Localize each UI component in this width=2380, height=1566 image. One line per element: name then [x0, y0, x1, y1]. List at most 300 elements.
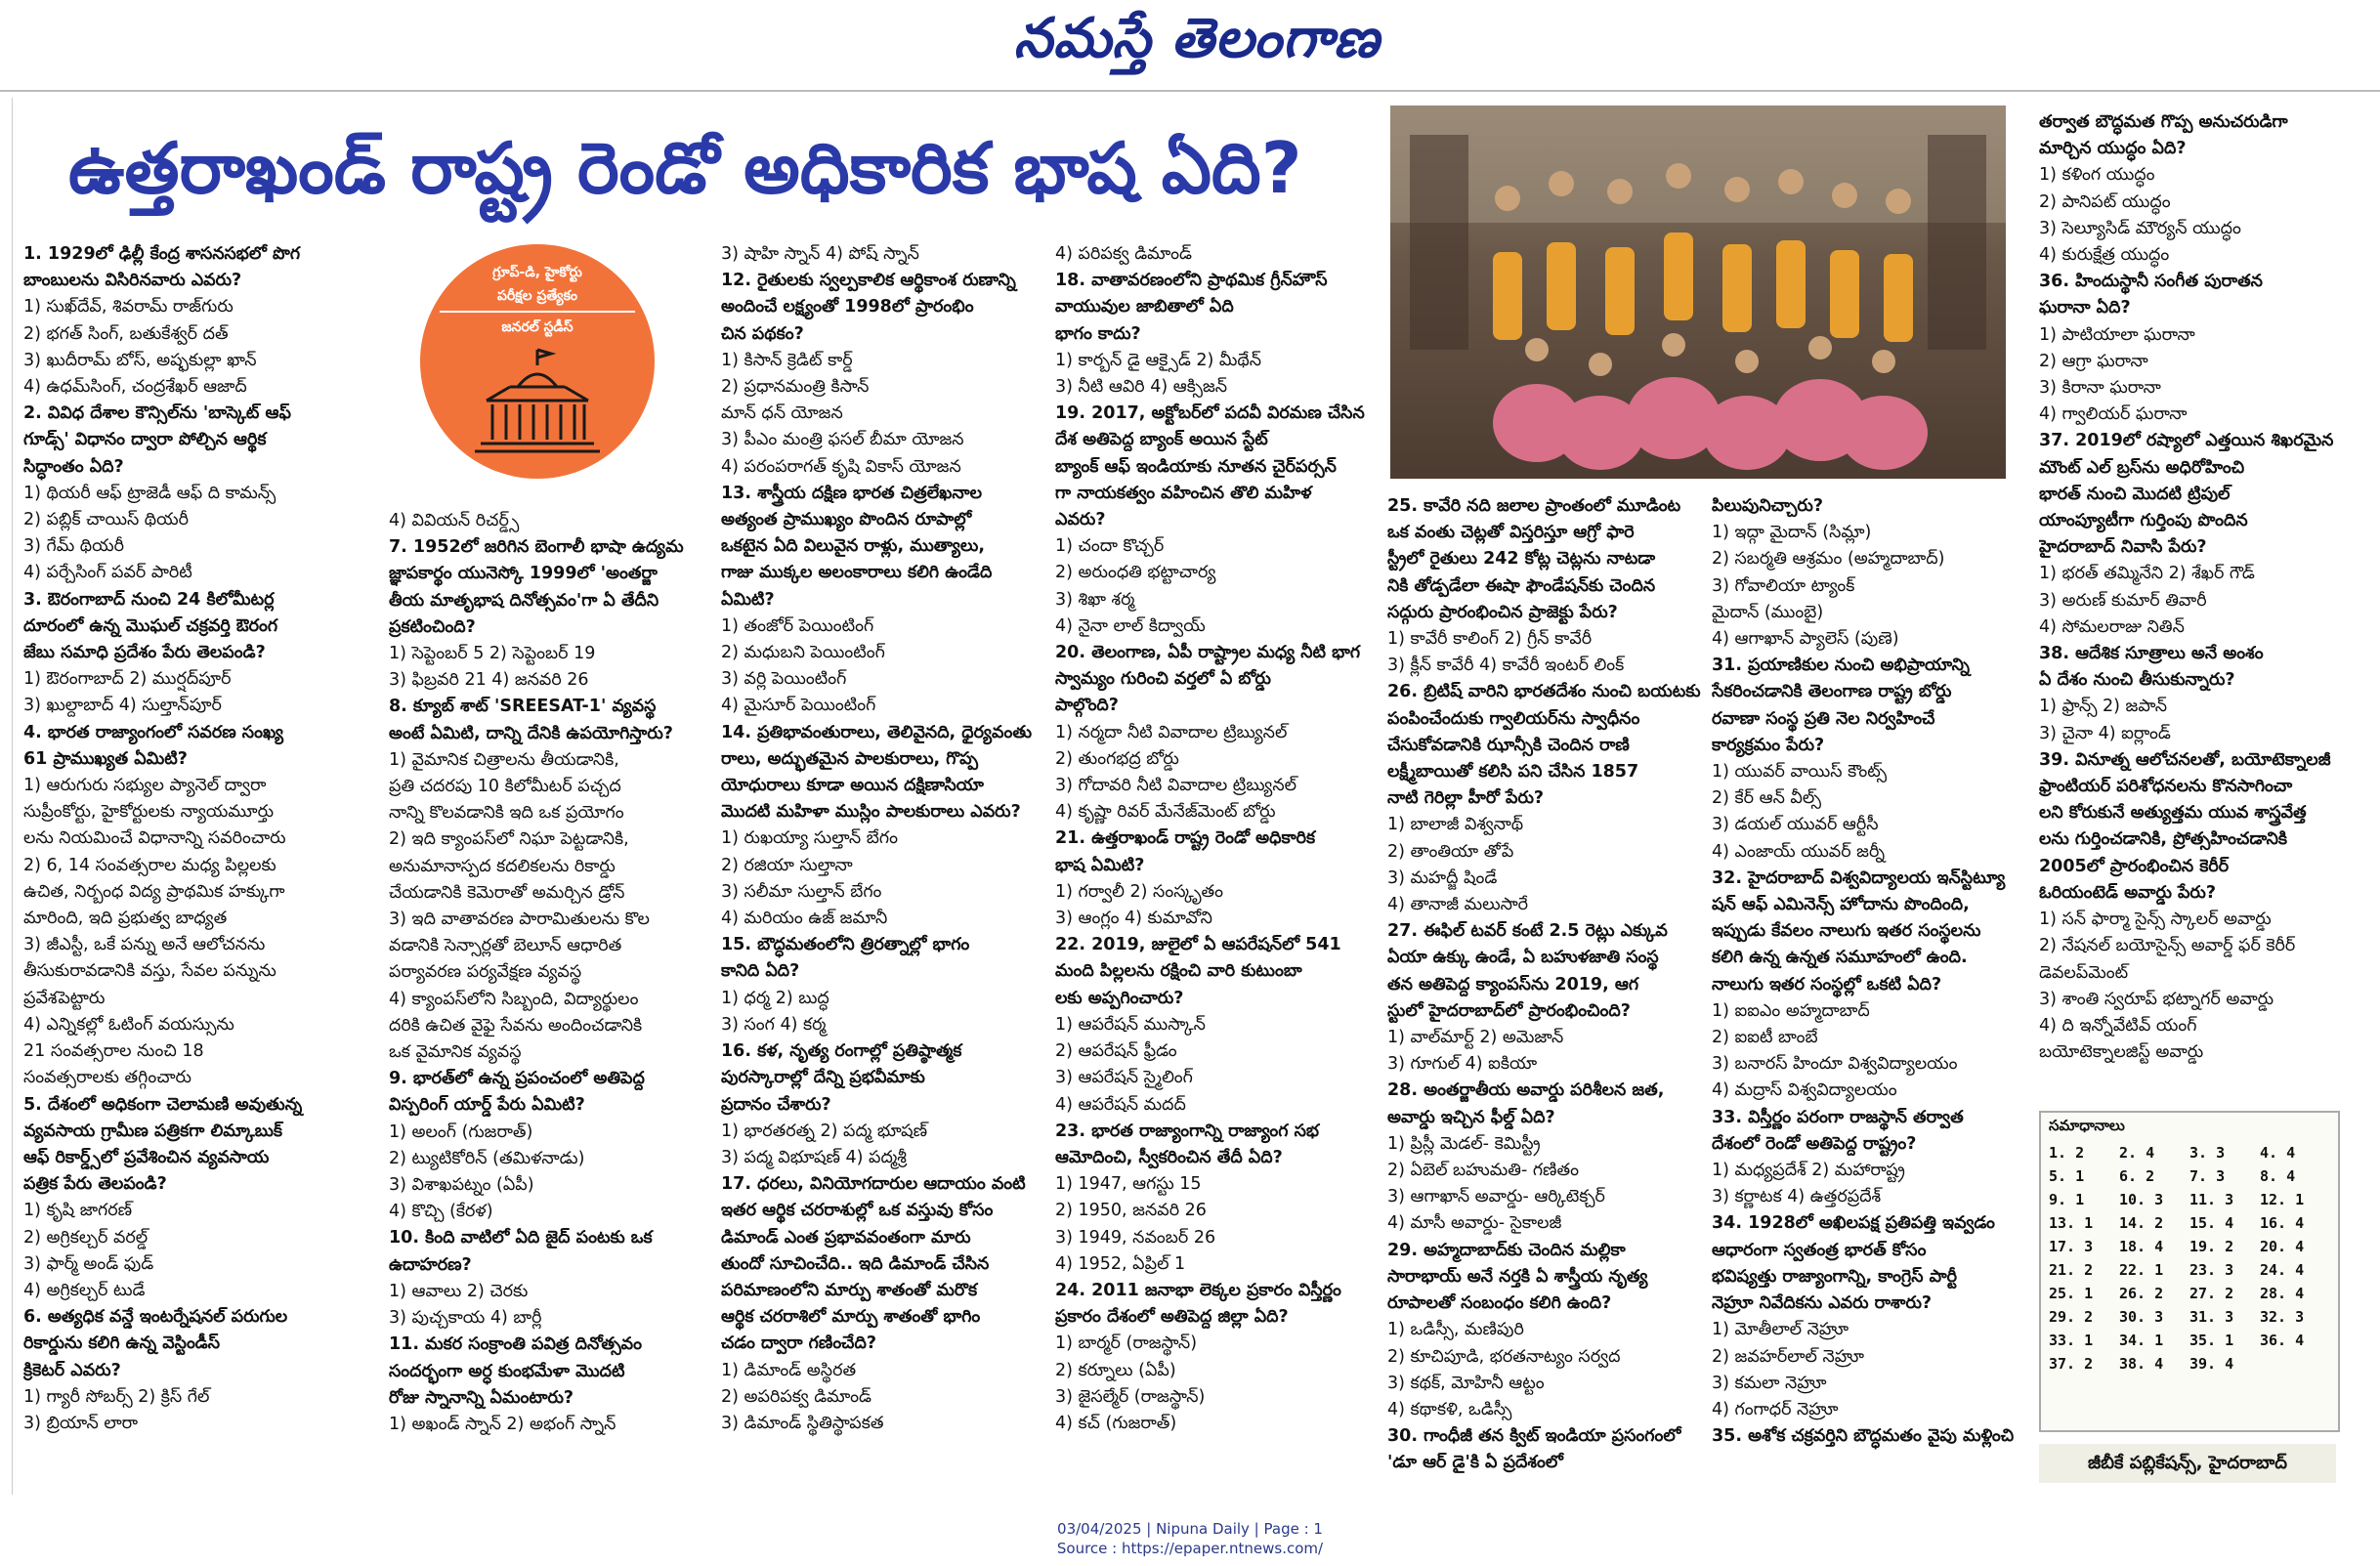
answer-option: 3) ఆపరేషన్‌ స్మైలింగ్‌ [1055, 1068, 1193, 1088]
answer-option: 3) జీఎస్టీ, ఒకే పన్ను అనే ఆలోచనను [23, 935, 266, 955]
answer-option: 3) పద్మ విభూషణ్‌ 4) పద్మశ్రీ [721, 1147, 907, 1167]
answer-option: 1) కావేరీ కాలింగ్‌ 2) గ్రీన్‌ కావేరీ [1387, 629, 1593, 650]
question-text: 33. విస్తీర్ణం పరంగా రాజస్థాన్‌ తర్వాత [1712, 1107, 1964, 1127]
question-text: 1. 1929లో ఢిల్లీ కేంద్ర శాసనసభలో పొగ [23, 244, 301, 264]
answer-key-item: 3. 3 [2189, 1144, 2226, 1162]
answer-option: 4) మాసీ అవార్డు- సైకాలజీ [1387, 1213, 1562, 1234]
answer-option: 3) బనారస్‌ హిందూ విశ్వవిద్యాలయం [1712, 1054, 1958, 1075]
question-text: ఆఫ్‌ రికార్డ్స్‌లో ప్రవేశించిన వ్యవసాయ [23, 1147, 270, 1167]
answer-option: 1) చందా కొచ్చర్‌ [1055, 536, 1165, 557]
answer-key-item: 13. 1 [2049, 1214, 2094, 1232]
answer-option: 3) సలీమా సుల్తాన్‌ బేగం [721, 881, 882, 902]
question-text: గా నాయకత్వం వహించిన తొలి మహిళ [1055, 483, 1312, 503]
answer-option: 1) కృషి జాగరణ్‌ [23, 1201, 133, 1221]
answer-key-item: 31. 3 [2189, 1308, 2234, 1326]
answer-option: డెవలప్‌మెంట్‌ [2039, 962, 2129, 983]
answer-key-item: 9. 1 [2049, 1191, 2085, 1208]
question-column-6 [1712, 493, 2049, 1500]
question-text: 4. భారత రాజ్యాంగంలో సవరణ సంఖ్య [23, 722, 283, 742]
question-text: ఘరానా ఏది? [2039, 298, 2131, 318]
section-logo [420, 244, 655, 479]
answer-option: 2) ప్రధానమంత్రి కిసాన్‌ [721, 377, 870, 398]
answer-option: చేయడానికి కెమెరాతో అమర్చిన డ్రోన్‌ [389, 882, 625, 903]
question-text: నెహ్రూ నివేదికను ఎవరు రాశారు? [1712, 1293, 1933, 1314]
answer-option: 4) 1952, ఏప్రిల్‌ 1 [1055, 1253, 1186, 1274]
answer-option: 2) భగత్‌ సింగ్‌, బతుకేశ్వర్‌ దత్‌ [23, 323, 229, 344]
question-text: 27. ఈఫిల్‌ టవర్‌ కంటే 2.5 రెట్లు ఎక్కువ [1387, 921, 1668, 942]
answer-option: 1) గర్వాలీ 2) సంస్కృతం [1055, 881, 1223, 902]
answer-option: ఒక వైమానిక వ్యవస్థ [389, 1042, 522, 1063]
question-text: 38. ఆదేశిక సూత్రాలు అనే అంశం [2039, 644, 2264, 664]
answer-option: 1) 1947, ఆగస్టు 15 [1055, 1174, 1202, 1195]
left-margin-line [12, 98, 13, 1495]
answer-option: 3) అరుణ్‌ కుమార్‌ తివారీ [2039, 590, 2207, 611]
answer-key-item: 29. 2 [2049, 1308, 2094, 1326]
question-text: రోజు స్నానాన్ని ఏమంటారు? [389, 1387, 574, 1408]
answer-option: 4) ది ఇన్నోవేటివ్‌ యంగ్‌ [2039, 1015, 2197, 1036]
question-text: 25. కావేరి నది జలాల ప్రాంతంలో మూడింట [1387, 496, 1681, 516]
answer-option: 3) ఖుల్దాబాద్‌ 4) సుల్తాన్‌పూర్‌ [23, 696, 222, 716]
answer-option: 4) ఎన్నికల్లో ఓటింగ్‌ వయస్సును [23, 1014, 234, 1035]
answer-key-item: 17. 3 [2049, 1238, 2094, 1255]
page-footer [946, 1519, 1434, 1558]
question-text: దేశ అతిపెద్ద బ్యాంక్‌ అయిన స్టేట్‌ [1055, 430, 1268, 450]
answer-option: నాన్ని కొలవడానికి ఇది ఒక ప్రయోగం [389, 803, 624, 824]
answer-option: 4) కొచ్చి (కేరళ) [389, 1202, 493, 1222]
question-text: గాజు ముక్కల అలంకారాలు కలిగి ఉండేది [721, 563, 993, 583]
question-text: అవార్డు ఇచ్చిన ఫీల్డ్‌ ఏది? [1387, 1107, 1555, 1127]
answer-key-item: 34. 1 [2119, 1332, 2164, 1349]
answer-option: 2) అరుంధతి భట్టాచార్య [1055, 563, 1216, 583]
answer-key-item: 5. 1 [2049, 1167, 2085, 1185]
answers-grid [2049, 1144, 2332, 1373]
question-text: ఒకటైన ఏది విలువైన రాళ్లు, ముత్యాలు, [721, 536, 986, 557]
answer-option: 1) డిమాండ్‌ అస్థిరత [721, 1360, 857, 1380]
question-text: దేశంలో రెండో అతిపెద్ద రాష్ట్రం? [1712, 1133, 1917, 1154]
answer-option: 2) కూచిపూడి, భరతనాట్యం సర్వద [1387, 1346, 1621, 1367]
answer-key-item: 38. 4 [2119, 1355, 2164, 1373]
answer-option: 3) వర్లి పెయింటింగ్‌ [721, 669, 847, 690]
answer-option: 1) ప్రిస్లీ మెడల్‌- కెమిస్ట్రీ [1387, 1133, 1541, 1154]
question-text: భారత్‌ నుంచి మొదటి ట్రిపుల్‌ [2039, 484, 2231, 504]
question-text: ఫ్రాంటియర్‌ పరిశోధనలను కొనసాగించా [2039, 777, 2293, 797]
question-column-3 [721, 241, 1058, 1502]
answer-option: 3) పీఎం మంత్రి ఫసల్‌ బీమా యోజన [721, 430, 964, 450]
answer-key-item: 18. 4 [2119, 1238, 2164, 1255]
answer-key-item: 28. 4 [2260, 1285, 2305, 1302]
answer-option: 1) మధ్యప్రదేశ్‌ 2) మహారాష్ట్ర [1712, 1161, 1905, 1181]
answer-option: లను నియమించే విధానాన్ని సవరించారు [23, 828, 286, 849]
question-text: ఉదాహరణ? [389, 1254, 472, 1275]
question-column-5 [1387, 493, 1724, 1500]
question-text: అందించే లక్ష్యంతో 1998లో ప్రారంభిం [721, 297, 974, 317]
question-text: మంది పిల్లలను రక్షించి వారి కుటుంబా [1055, 961, 1302, 982]
question-column-4 [1055, 241, 1392, 1502]
answer-key-item: 36. 4 [2260, 1332, 2305, 1349]
answer-option: 4) కచ్‌ (గుజరాత్‌) [1055, 1413, 1177, 1433]
answer-key-item: 2. 4 [2119, 1144, 2155, 1162]
question-text: యాంప్యూటీగా గుర్తింపు పొందిన [2039, 511, 2248, 531]
answer-option: 1) గ్యారీ సోబర్స్‌ 2) క్రిస్‌ గేల్‌ [23, 1386, 210, 1407]
answer-option: 1) కళింగ యుద్ధం [2039, 165, 2155, 186]
answer-key-item: 11. 3 [2189, 1191, 2234, 1208]
answer-option: 1) భరత్‌ తమ్మినేని 2) శేఖర్‌ గౌడ్‌ [2039, 564, 2255, 584]
answer-option: 2) సబర్మతి ఆశ్రమం (అహ్మదాబాద్‌) [1712, 549, 1945, 570]
question-text: జ్ఞాపకార్థం యునెస్కో 1999లో 'అంతర్జా [389, 564, 658, 584]
answer-option: 1) ఒడిస్సీ, మణిపురి [1387, 1320, 1524, 1340]
answer-option: బయోటెక్నాలజిస్ట్‌ అవార్డు [2039, 1042, 2204, 1063]
answer-option: 4) అగ్రికల్చర్‌ టుడే [23, 1280, 146, 1300]
answer-option: 3) గేమ్‌ థియరీ [23, 536, 125, 557]
answer-option: 3) విశాఖపట్నం (ఏపీ) [389, 1175, 534, 1196]
answer-option: 1) అఖండ్‌ స్నాన్‌ 2) అభంగ్‌ స్నాన్‌ [389, 1414, 616, 1434]
question-text: పంపించేందుకు గ్వాలియర్‌ను స్వాధీనం [1387, 708, 1640, 729]
question-text: చిన పథకం? [721, 323, 804, 344]
question-text: 11. మకర సంక్రాంతి పవిత్ర దినోత్సవం [389, 1334, 642, 1355]
question-column-7 [2039, 109, 2376, 1101]
question-text: ప్రదానం చేశారు? [721, 1094, 831, 1115]
question-text: రవాణా సంస్థ ప్రతి నెల నిర్వహించే [1712, 708, 1935, 729]
question-text: పత్రిక పేరు తెలపండి? [23, 1174, 167, 1195]
answer-option: 2) ఆపరేషన్‌ ఫ్రీడం [1055, 1041, 1177, 1062]
question-text: ఏమిటి? [721, 589, 775, 610]
answer-option: ప్రతి చదరపు 10 కిలోమీటర్‌ పచ్చద [389, 777, 621, 797]
question-text: పాల్గొంది? [1055, 696, 1119, 716]
answer-option: 1) వాల్‌మార్ట్‌ 2) అమెజాన్‌ [1387, 1028, 1564, 1048]
question-text: 39. వినూత్న ఆలోచనలతో, బయోటెక్నాలజీ [2039, 749, 2331, 770]
question-text: 19. 2017, అక్టోబర్‌లో పదవీ విరమణ చేసిన [1055, 403, 1365, 424]
question-column-1 [23, 241, 414, 1502]
answer-option: 1) కార్బన్‌ డై ఆక్సైడ్‌ 2) మీథేన్‌ [1055, 350, 1262, 370]
answer-option: 1) థియరీ ఆఫ్‌ ట్రాజెడీ ఆఫ్‌ ది కామన్స్‌ [23, 483, 276, 503]
answer-option: 3) షాహి స్నాన్‌ 4) పోష్‌ స్నాన్‌ [721, 244, 919, 264]
answer-key-item: 20. 4 [2260, 1238, 2305, 1255]
question-text: 28. అంతర్జాతీయ అవార్డు పరిశీలన జత, [1387, 1080, 1665, 1101]
question-text: తర్వాత బౌద్ధమత గొప్ప అనుచరుడిగా [2039, 112, 2288, 132]
answer-option: 3) ఇది వాతావరణ పారామితులను కొల [389, 910, 650, 930]
answer-option: 4) కథాకళి, ఒడిస్సీ [1387, 1399, 1512, 1419]
question-text: ఆర్థిక చరరాశిలో మార్పు శాతంతో భాగిం [721, 1307, 981, 1328]
answer-option: 1) బార్మర్‌ (రాజస్థాన్‌) [1055, 1333, 1198, 1354]
question-text: సద్గురు ప్రారంభించిన ప్రాజెక్టు పేరు? [1387, 602, 1618, 622]
question-text: 32. హైదరాబాద్‌ విశ్వవిద్యాలయ ఇన్‌స్టిట్యూ [1712, 868, 2006, 888]
answer-key-item: 19. 2 [2189, 1238, 2234, 1255]
question-text: సారాభాయ్‌ అనే నర్తకి ఏ శాస్త్రీయ నృత్య [1387, 1266, 1648, 1287]
question-text: 15. బౌద్ధమతంలోని త్రిరత్నాల్లో భాగం [721, 935, 970, 955]
answer-option: సుప్రీంకోర్టు, హైకోర్టులకు న్యాయమూర్తు [23, 802, 274, 823]
question-text: ఆధారంగా స్వతంత్ర భారత్‌ కోసం [1712, 1240, 1927, 1260]
question-text: భవిష్యత్తు రాజ్యాంగాన్ని, కాంగ్రెస్‌ పార్టీ [1712, 1266, 1958, 1287]
question-text: లను గుర్తించడానికి, ప్రోత్సహించడానికి [2039, 829, 2288, 850]
question-text: దూరంలో ఉన్న మొఘల్‌ చక్రవర్తి ఔరంగ [23, 615, 278, 636]
question-text: పిలుపునిచ్చారు? [1712, 496, 1823, 516]
answer-option: మారింది, ఇది ప్రభుత్వ బాధ్యత [23, 909, 228, 929]
answer-option: 4) పర్చేసింగ్‌ పవర్‌ పారిటీ [23, 563, 192, 583]
answer-option: 3) గోదావరి నీటి వివాదాల ట్రిబ్యునల్‌ [1055, 776, 1297, 796]
answer-option: 1) సెప్టెంబర్‌ 5 2) సెప్టెంబర్‌ 19 [389, 644, 596, 664]
answer-option: 2) ట్యుటికోరిన్‌ (తమిళనాడు) [389, 1148, 585, 1168]
parliament-building-icon [420, 244, 655, 479]
question-text: ఇతర ఆర్థిక చరరాశుల్లో ఒక వస్తువు కోసం [721, 1201, 994, 1221]
answer-option: 2) 1950, జనవరి 26 [1055, 1201, 1207, 1221]
question-text: ఏయా ఉక్కు ఉండే, ఏ బహుళజాతి సంస్థ [1387, 948, 1659, 968]
answer-option: 1) ఆరుగురు సభ్యుల ప్యానెల్‌ ద్వారా [23, 776, 267, 796]
answer-option: 1) భారతరత్న 2) పద్మ భూషణ్‌ [721, 1121, 928, 1141]
answer-key-item: 33. 1 [2049, 1332, 2094, 1349]
logo-line-2: పరీక్షల ప్రత్యేకం [497, 288, 577, 304]
page-headline: ఉత్తరాఖండ్‌ రాష్ట్ర రెండో అధికారిక భాష ఏది? [68, 127, 1302, 209]
answer-option: 2) ఇది క్యాంపస్‌లో నిఘా పెట్టడానికి, [389, 829, 629, 850]
answer-option: 3) కిరానా ఘరానా [2039, 378, 2161, 399]
question-text: సేకరించడానికి తెలంగాణ రాష్ట్ర బోర్డు [1712, 682, 1952, 702]
question-text: స్వామ్యం గురించి వర్తలో ఏ బోర్డు [1055, 669, 1271, 690]
question-text: రాలు, అద్భుతమైన పాలకురాలు, గొప్ప [721, 748, 978, 769]
answer-option: 2) ఐఐటీ బాంబే [1712, 1028, 1818, 1048]
answer-option: 3) కథక్‌, మోహినీ ఆట్టం [1387, 1373, 1545, 1393]
answer-option: 2) ఏబెల్‌ బహుమతి- గణితం [1387, 1161, 1579, 1181]
question-text: కానిది ఏది? [721, 961, 800, 982]
answer-option: మైదాన్‌ (ముంబై) [1712, 602, 1824, 622]
answer-key-item: 27. 2 [2189, 1285, 2234, 1302]
question-text: యోధురాలు కూడా అయిన దక్షిణాసియా [721, 776, 984, 796]
answer-option: 2) రజియా సుల్తానా [721, 855, 853, 875]
answer-option: 3) సంగ 4) కర్మ [721, 1014, 827, 1035]
question-text: 17. ధరలు, వినియోగదారుల ఆదాయం వంటి [721, 1174, 1026, 1195]
question-text: ఒక వంతు చెట్లతో విస్తరిస్తూ ఆగ్రో ఫారె [1387, 523, 1635, 543]
answer-option: 1) కిసాన్‌ క్రెడిట్‌ కార్డ్‌ [721, 350, 853, 370]
answer-option: 4) ఆపరేషన్‌ మదద్‌ [1055, 1094, 1186, 1115]
publisher-credit: జీబీకే పబ్లికేషన్స్‌, హైదరాబాద్‌ [2039, 1444, 2336, 1483]
answer-key-item: 10. 3 [2119, 1191, 2164, 1208]
question-text: విస్పరింగ్‌ యార్డ్‌ పేరు ఏమిటి? [389, 1095, 585, 1116]
question-text: చేసుకోవడానికి ఝాన్సీకి చెందిన రాణి [1387, 735, 1630, 755]
question-text: పురస్కారాల్లో దేన్ని ప్రభవీమాకు [721, 1068, 925, 1088]
answer-option: మాన్‌ ధన్‌ యోజన [721, 403, 843, 424]
answer-option: 3) జైసల్మేర్‌ (రాజస్థాన్‌) [1055, 1386, 1206, 1407]
dance-photo [1390, 106, 2006, 479]
answer-option: 2) అపరిపక్వ డిమాండ్‌ [721, 1386, 871, 1407]
answer-option: 4) కృష్ణా రివర్‌ మేనేజ్‌మెంట్‌ బోర్డు [1055, 802, 1276, 823]
answer-option: 4) మైసూర్‌ పెయింటింగ్‌ [721, 696, 876, 716]
answer-option: పర్యావరణ పర్యవేక్షణ వ్యవస్థ [389, 962, 582, 983]
answer-option: 1) వైమానిక చిత్రాలను తీయడానికి, [389, 749, 619, 770]
answer-key-item: 25. 1 [2049, 1285, 2094, 1302]
answer-option: 1) ఇద్గా మైదాన్‌ (సిమ్లా) [1712, 523, 1872, 543]
answer-option: 3) ఖుదీరామ్‌ బోస్‌, అష్ఫకుల్లా ఖాన్‌ [23, 350, 257, 370]
question-text: 8. క్యూబ్‌ శాట్‌ 'SREESAT-1' వ్యవస్థ [389, 697, 657, 717]
answer-option: 3) క్లీన్‌ కావేరీ 4) కావేరీ ఇంటర్‌ లింక్‌ [1387, 656, 1625, 676]
question-text: 2005లో ప్రారంభించిన కెరీర్‌ [2039, 856, 2230, 876]
answer-option: 4) కురుక్షేత్ర యుద్ధం [2039, 245, 2170, 266]
question-text: మౌంట్‌ ఎల్‌ బ్రస్‌ను అధిరోహించి [2039, 457, 2245, 478]
question-text: 9. భారత్‌లో ఉన్న ప్రపంచంలో అతిపెద్ద [389, 1069, 645, 1089]
answer-key-item: 4. 4 [2260, 1144, 2296, 1162]
answer-option: 4) పరంపరాగత్‌ కృషి వికాస్‌ యోజన [721, 456, 961, 477]
logo-line-1: గ్రూప్‌-డి, హైకోర్టు [492, 265, 582, 280]
answer-option: ఉచిత, నిర్బంధ విద్య ప్రాథమిక హక్కుగా [23, 881, 285, 902]
question-text: వ్యవసాయ గ్రామీణ పత్రికగా లిమ్కాబుక్‌ [23, 1121, 283, 1141]
question-text: పరిమాణంలోని మార్పు శాతంతో మరొక [721, 1280, 978, 1300]
answer-option: 3) నీటి ఆవిరి 4) ఆక్సిజన్‌ [1055, 377, 1228, 398]
question-text: తీయ మాతృభాష దినోత్సవం'గా ఏ తేదీని [389, 590, 659, 611]
answer-key-item: 14. 2 [2119, 1214, 2164, 1232]
answer-key-item: 16. 4 [2260, 1214, 2305, 1232]
answer-option: 2) కేర్‌ ఆన్‌ వీల్స్‌ [1712, 788, 1822, 809]
question-text: 7. 1952లో జరిగిన బెంగాలీ భాషా ఉద్యమ [389, 537, 684, 558]
question-text: హైదరాబాద్‌ నివాసి పేరు? [2039, 537, 2207, 558]
answer-option: 1) యువర్‌ వాయిస్‌ కౌంట్స్‌ [1712, 762, 1888, 783]
answer-key-item: 15. 4 [2189, 1214, 2234, 1232]
answer-option: 2) 6, 14 సంవత్సరాల మధ్య పిల్లలకు [23, 855, 276, 875]
question-text: బాంబులను విసిరినవారు ఎవరు? [23, 271, 242, 291]
answer-option: 1) ఆవాలు 2) చెరకు [389, 1281, 529, 1301]
answer-option: 2) నేషనల్‌ బయోసైన్స్‌ అవార్డ్‌ ఫర్‌ కెరీర్‌ [2039, 936, 2296, 956]
answer-option: 1) ఔరంగాబాద్‌ 2) ముర్షద్‌పూర్‌ [23, 669, 232, 690]
answer-option: 3) డిమాండ్‌ స్థితిస్థాపకత [721, 1413, 884, 1433]
answer-option: 2) తుంగభద్ర బోర్డు [1055, 748, 1179, 769]
question-text: భాష ఏమిటి? [1055, 855, 1145, 875]
footer-date-line: 03/04/2025 | Nipuna Daily | Page : 1 [1057, 1520, 1323, 1538]
answer-key-item: 7. 3 [2189, 1167, 2226, 1185]
answer-option: 2) ఆగ్రా ఘరానా [2039, 351, 2148, 371]
answer-option: 3) శిఖా శర్మ [1055, 589, 1135, 610]
question-text: ఏ దేశం నుంచి తీసుకున్నారు? [2039, 670, 2235, 691]
question-text: నాలుగు ఇతర సంస్థల్లో ఒకటి ఏది? [1712, 974, 1942, 995]
answer-option: 1) రుఖయ్యా సుల్తాన్‌ బేగం [721, 828, 898, 849]
answer-option: అనుమానాస్పద కదలికలను రికార్డు [389, 856, 616, 876]
answer-option: 3) ఫిబ్రవరి 21 4) జనవరి 26 [389, 670, 589, 691]
question-text: తుందో సూచించేది.. ఇది డిమాండ్‌ చేసిన [721, 1253, 990, 1274]
answer-option: 2) పానిపట్‌ యుద్ధం [2039, 191, 2171, 212]
answer-option: 1) ఐఐఎం అహ్మదాబాద్‌ [1712, 1000, 1870, 1021]
question-text: ఓరియంటెడ్‌ అవార్డు పేరు? [2039, 882, 2216, 903]
answer-option: 2) మధుబని పెయింటింగ్‌ [721, 643, 885, 663]
answer-key-item: 30. 3 [2119, 1308, 2164, 1326]
answer-option: 1) ధర్మ 2) బుద్ధ [721, 988, 829, 1008]
question-text: 29. అహ్మదాబాద్‌కు చెందిన మల్లికా [1387, 1240, 1626, 1260]
question-text: గూడ్స్‌' విధానం ద్వారా పోల్చిన ఆర్థిక [23, 430, 267, 450]
question-text: 31. ప్రయాణికుల నుంచి అభిప్రాయాన్ని [1712, 656, 1970, 676]
answer-option: 4) ఆగాఖాన్‌ ప్యాలెస్‌ (పుణె) [1712, 629, 1899, 650]
question-text: 5. దేశంలో అధికంగా చెలామణి అవుతున్న [23, 1094, 303, 1115]
question-text: 22. 2019, జులైలో ఏ ఆపరేషన్‌లో 541 [1055, 935, 1341, 955]
answer-option: 4) పరిపక్వ డిమాండ్‌ [1055, 244, 1192, 264]
question-text: 21. ఉత్తరాఖండ్‌ రాష్ట్ర రెండో అధికారిక [1055, 828, 1316, 849]
question-text: వాయువుల జాబితాలో ఏది [1055, 297, 1234, 317]
answer-option: 3) 1949, నవంబర్‌ 26 [1055, 1227, 1216, 1248]
answer-key-item: 8. 4 [2260, 1167, 2296, 1185]
answer-option: 4) క్యాంపస్‌లోని సిబ్బంది, విద్యార్థులం [389, 989, 639, 1009]
question-text: 'డూ ఆర్‌ డై'కి ఏ ప్రదేశంలో [1387, 1453, 1563, 1473]
question-text: ఎవరు? [1055, 510, 1106, 530]
question-text: 10. కింది వాటిలో ఏది జైద్‌ పంటకు ఒక [389, 1228, 653, 1249]
question-text: కలిగి ఉన్న ఉన్నత సమూహంలో ఉంది. [1712, 948, 1968, 968]
answer-option: 3) మహద్జీ షిండే [1387, 868, 1498, 888]
logo-line-3: జనరల్‌ స్టడీస్‌ [501, 319, 574, 335]
masthead: నమస్తే తెలంగాణ [1013, 6, 1381, 70]
question-text: ఆమోదించి, స్వీకరించిన తేదీ ఏది? [1055, 1147, 1283, 1167]
answer-key-item: 6. 2 [2119, 1167, 2155, 1185]
question-text: నాటి గెరిల్లా హీరో పేరు? [1387, 788, 1545, 809]
question-text: స్ట్రీలో రైతులు 242 కోట్ల చెట్లను నాటడా [1387, 549, 1656, 570]
answer-option: 1) సుఖ్‌దేవ్‌, శివరామ్‌ రాజ్‌గురు [23, 297, 234, 317]
answer-option: 3) కర్ణాటక 4) ఉత్తరప్రదేశ్‌ [1712, 1187, 1882, 1207]
question-text: స్టులో హైదరాబాద్‌లో ప్రారంభించింది? [1387, 1000, 1631, 1021]
answer-option: 4) తానాజీ మలుసారే [1387, 895, 1529, 915]
answer-option: 3) బ్రియాన్‌ లారా [23, 1413, 139, 1433]
answer-option: 3) కమలా నెహ్రూ [1712, 1373, 1827, 1393]
answer-option: దరికి ఉచిత వైఫై సేవను అందించడానికి [389, 1015, 643, 1036]
answer-option: 3) సెల్యూసిడ్‌ మౌర్యన్‌ యుద్ధం [2039, 218, 2241, 238]
question-text: 26. బ్రిటిష్‌ వారిని భారతదేశం నుంచి బయటకు [1387, 682, 1701, 702]
question-text: అంటే ఏమిటి, దాన్ని దేనికి ఉపయోగిస్తారు? [389, 723, 673, 743]
question-text: ష‌న్‌ ఆఫ్‌ ఎమినెన్స్‌ హోదాను పొందింది, [1712, 895, 1970, 915]
answer-key-item: 12. 1 [2260, 1191, 2305, 1208]
question-text: 6. అత్యధిక వన్డే ఇంటర్నేషనల్‌ పరుగుల [23, 1307, 288, 1328]
question-text: ఇప్పుడు కేవలం నాలుగు ఇతర సంస్థలను [1712, 921, 1981, 942]
question-text: భాగం కాదు? [1055, 323, 1141, 344]
answer-option: 1) అలంగ్‌ (గుజరాత్‌) [389, 1122, 533, 1142]
question-text: 34. 1928లో అఖిలపక్ష ప్రతిపత్తి ఇవ్వడం [1712, 1213, 1995, 1234]
answer-option: 1) నర్మదా నీటి వివాదాల ట్రిబ్యునల్‌ [1055, 722, 1288, 742]
answer-key-item: 35. 1 [2189, 1332, 2234, 1349]
answer-option: 1) తంజోర్‌ పెయింటింగ్‌ [721, 615, 874, 636]
answers-box [2039, 1111, 2340, 1432]
answer-option: 4) నైనా లాల్‌ కిద్వాయ్‌ [1055, 615, 1206, 636]
answer-option: 3) గోవాలియా ట్యాంక్‌ [1712, 575, 1855, 596]
question-text: 35. అశోక చక్రవర్తిని బౌద్ధమతం వైపు మళ్లించి [1712, 1426, 2015, 1447]
question-text: అత్యంత ప్రాముఖ్యం పొందిన రూపాల్లో [721, 510, 972, 530]
question-text: చడం ద్వారా గణించేది? [721, 1333, 876, 1354]
question-text: డిమాండ్‌ ఎంత ప్రభావవంతంగా మారు [721, 1227, 971, 1248]
question-text: ప్రకటించింది? [389, 616, 476, 637]
question-text: 61 ప్రాముఖ్యత ఏమిటి? [23, 748, 188, 769]
question-text: జేబు సమాధి ప్రదేశం పేరు తెలపండి? [23, 643, 266, 663]
question-text: 23. భారత రాజ్యాంగాన్ని రాజ్యాంగ సభ [1055, 1121, 1319, 1141]
question-text: 36. హిందుస్థానీ సంగీత పురాతన [2039, 272, 2263, 292]
answer-option: 4) ఉధమ్‌సింగ్‌, చంద్రశేఖర్‌ ఆజాద్‌ [23, 377, 247, 398]
answer-option: 4) మద్రాస్‌ విశ్వవిద్యాలయం [1712, 1080, 1897, 1101]
answer-key-item: 26. 2 [2119, 1285, 2164, 1302]
answer-option: 3) ఆంగ్లం 4) కుమావోని [1055, 909, 1212, 929]
answer-option: 1) మోతీలాల్‌ నెహ్రూ [1712, 1320, 1849, 1340]
answer-key-item: 22. 1 [2119, 1261, 2164, 1279]
question-text: లని కోరుకునే అత్యుత్తమ యువ శాస్త్రవేత్త [2039, 803, 2307, 824]
answer-option: 4) గంగాధర్‌ నెహ్రూ [1712, 1399, 1839, 1419]
answers-title: సమాధానాలు [2049, 1117, 2125, 1134]
question-text: 18. వాతావరణంలోని ప్రాథమిక గ్రీన్‌హౌస్‌ [1055, 271, 1328, 291]
question-text: ప్రకారం దేశంలో అతిపెద్ద జిల్లా ఏది? [1055, 1307, 1289, 1328]
question-text: 30. గాంధీజీ తన క్విట్‌ ఇండియా ప్రసంగంలో [1387, 1426, 1681, 1447]
answer-option: 2) పబ్లిక్‌ చాయిస్‌ థియరీ [23, 510, 190, 530]
question-text: బ్యాంక్‌ ఆఫ్‌ ఇండియాకు నూతన చైర్‌పర్సన్‌ [1055, 456, 1337, 477]
question-text: 13. శాస్త్రీయ దక్షిణ భారత చిత్రలేఖనాల [721, 483, 982, 503]
answer-option: 2) అగ్రికల్చర్‌ వరల్డ్‌ [23, 1227, 149, 1248]
answer-option: 2) జవహర్‌లాల్‌ నెహ్రూ [1712, 1346, 1864, 1367]
question-text: 14. ప్రతిభావంతురాలు, తెలివైనది, ధైర్యవంతు [721, 722, 1033, 742]
question-text: 20. తెలంగాణ, ఏపీ రాష్ట్రాల మధ్య నీటి భాగ [1055, 643, 1361, 663]
question-text: నికి తోడ్పడేలా ఈషా ఫౌండేషన్‌కు చెందిన [1387, 575, 1656, 596]
question-text: 16. కళ, నృత్య రంగాల్లో ప్రతిష్ఠాత్మక [721, 1041, 962, 1062]
answer-option: 1) పాటియాలా ఘరానా [2039, 324, 2195, 345]
answer-option: 1) ఆపరేషన్‌ ముస్కాన్‌ [1055, 1014, 1206, 1035]
header-rule [0, 90, 2380, 92]
answer-option: 1) బాలాజీ విశ్వనాథ్‌ [1387, 815, 1524, 835]
answer-key-item: 1. 2 [2049, 1144, 2085, 1162]
answer-option: 4) గ్వాలియర్‌ ఘరానా [2039, 404, 2188, 425]
question-text: కార్యక్రమం పేరు? [1712, 735, 1825, 755]
answer-key-item: 39. 4 [2189, 1355, 2234, 1373]
